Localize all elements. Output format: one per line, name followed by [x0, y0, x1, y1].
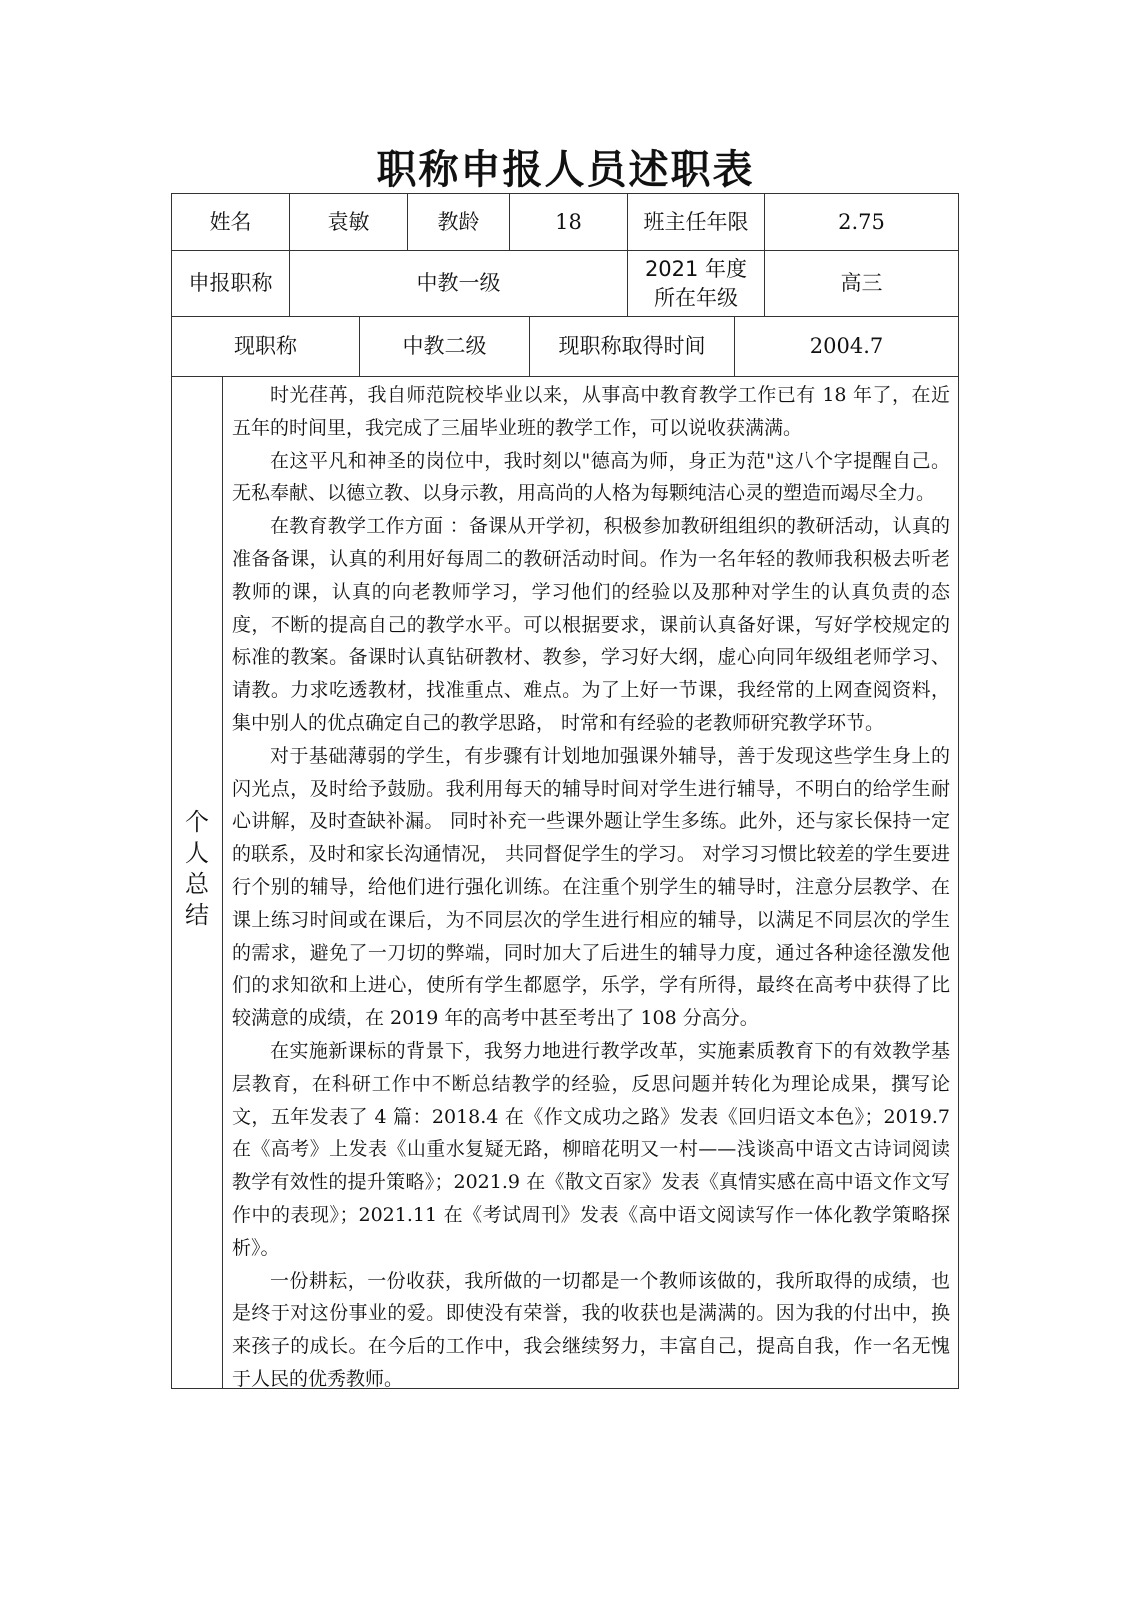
head-teacher-years-value: 2.75	[765, 194, 959, 251]
summary-label-char-2: 人	[185, 838, 209, 867]
info-row-1	[171, 193, 959, 251]
summary-label-char-3: 总	[185, 869, 209, 898]
summary-content	[223, 377, 958, 1388]
applied-title-value: 中教一级	[290, 251, 628, 317]
teaching-years-label: 教龄	[408, 194, 510, 251]
info-row-3	[171, 317, 959, 377]
summary-paragraph-3: 在教育教学工作方面 ：备课从开学初，积极参加教研组组织的教研活动，认真的准备备课，认真的利用好每周二的教研活动时间。作为一名年轻的教师我积极去听老教师的课，认真的向老教师学习，学习他们的经验以及那种对学生的认真负责的态度，不断的提高自己的教学水平。可以根据要求，课前认真备好课，写好学校规定的标准的教案。备课时认真钻研教材、教参，学习好大纲，虚心向同年级组老师学习、请教。力求吃透教材，找准重点、难点。为了上好一节课，我经常的上网查阅资料，集中别人的优点确定自己的教学思路， 时常和有经验的老教师研究教学环节。	[232, 515, 950, 734]
personal-summary-section	[171, 377, 959, 1389]
current-title-value: 中教二级	[360, 317, 530, 377]
info-row-2	[171, 251, 959, 317]
summary-paragraph-1: 时光荏苒，我自师范院校毕业以来，从事高中教育教学工作已有 18 年了，在近五年的时间里，我完成了三届毕业班的教学工作，可以说收获满满。	[232, 384, 950, 439]
summary-label-char-1: 个	[185, 807, 209, 836]
grade-value: 高三	[765, 251, 959, 317]
head-teacher-years-label: 班主任年限	[628, 194, 765, 251]
summary-label-char-4: 结	[185, 900, 209, 929]
personal-summary-label	[172, 377, 223, 1388]
obtained-time-label: 现职称取得时间	[530, 317, 735, 377]
summary-paragraph-4: 对于基础薄弱的学生，有步骤有计划地加强课外辅导，善于发现这些学生身上的闪光点，及时给予鼓励。我利用每天的辅导时间对学生进行辅导，不明白的给学生耐心讲解，及时查缺补漏。 同时补充一些课外题让学生多练。此外，还与家长保持一定的联系，及时和家长沟通情况， 共同督促学生的学习。 对学习习惯比较差的学生要进行个别的辅导，给他们进行强化训练。在注重个别学生的辅导时，注意分层教学、在课上练习时间或在课后，为不同层次的学生进行相应的辅导，以满足不同层次的学生的需求，避免了一刀切的弊端，同时加大了后进生的辅导力度，通过各种途径激发他们的求知欲和上进心，使所有学生都愿学，乐学，学有所得，最终在高考中获得了比较满意的成绩，在 2019 年的高考中甚至考出了 108 分高分。	[232, 744, 950, 1030]
current-title-label: 现职称	[172, 317, 360, 377]
name-value: 袁敏	[290, 194, 408, 251]
applied-title-label: 申报职称	[172, 251, 290, 317]
name-label: 姓名	[172, 194, 290, 251]
teaching-years-value: 18	[510, 194, 628, 251]
grade-label-line2: 所在年级	[654, 285, 738, 310]
grade-label-line1: 2021 年度	[644, 256, 748, 281]
obtained-time-value: 2004.7	[735, 317, 959, 377]
page-title: 职称申报人员述职表	[376, 147, 755, 193]
summary-paragraph-2: 在这平凡和神圣的岗位中，我时刻以"德高为师，身正为范"这八个字提醒自己。无私奉献、以德立教、以身示教，用高尚的人格为每颗纯洁心灵的塑造而竭尽全力。	[232, 449, 950, 505]
grade-label	[628, 251, 765, 317]
summary-paragraph-6: 一份耕耘，一份收获，我所做的一切都是一个教师该做的，我所取得的成绩，也是终于对这份事业的爱。即使没有荣誉，我的收获也是满满的。因为我的付出中，换来孩子的成长。在今后的工作中，我会继续努力，丰富自己，提高自我，作一名无愧于人民的优秀教师。	[232, 1269, 950, 1390]
summary-paragraph-5: 在实施新课标的背景下，我努力地进行教学改革，实施素质教育下的有效教学基层教育，在科研工作中不断总结教学的经验，反思问题并转化为理论成果，撰写论文，五年发表了 4 篇：2018.4 在《作文成功之路》发表《回归语文本色》；2019.7 在《高考》上发表《山重水复疑无路，柳暗花明又一村——浅谈高中语文古诗词阅读教学有效性的提升策略》；2021.9 在《散文百家》发表《真情实感在高中语文作文写作中的表现》；2021.11 在《考试周刊》发表《高中语文阅读写作一体化教学策略探析》。	[232, 1039, 950, 1259]
